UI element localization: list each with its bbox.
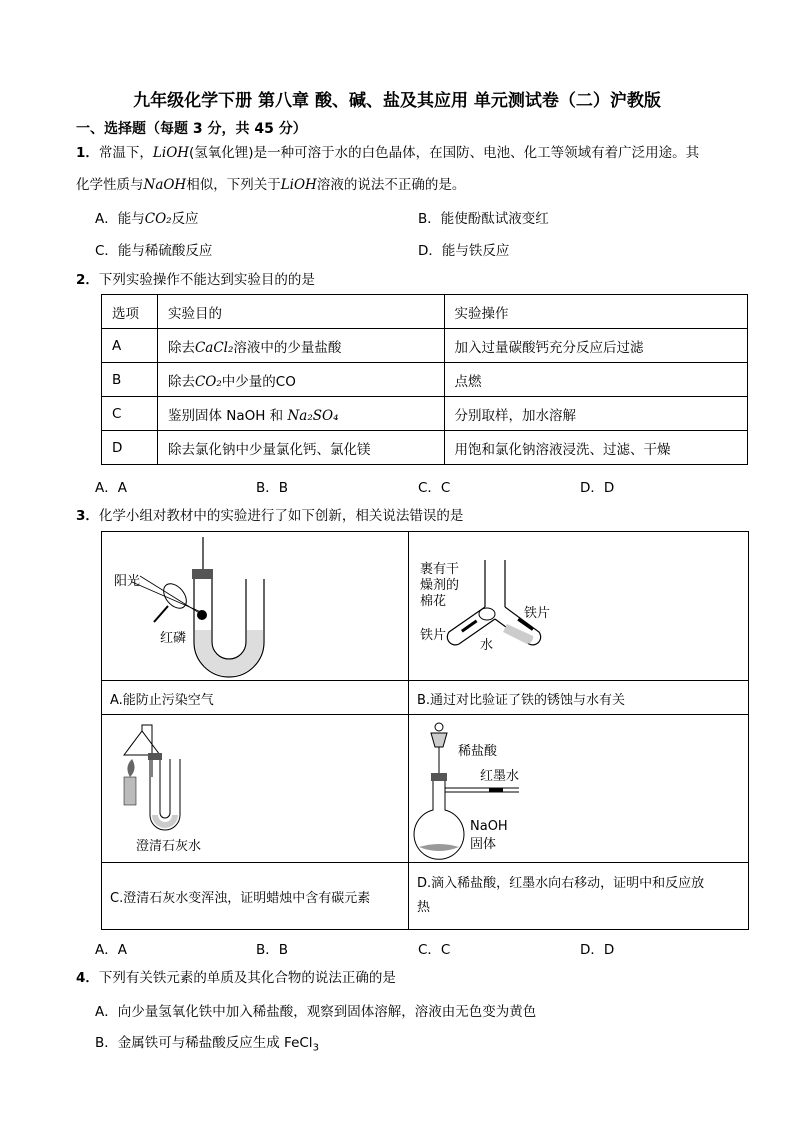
table-row bbox=[102, 329, 748, 363]
table-header: 实验操作 bbox=[444, 295, 747, 329]
figure-d-flask bbox=[409, 715, 748, 862]
table-cell-goal bbox=[157, 363, 444, 397]
q4-option-b[interactable] bbox=[95, 1031, 319, 1054]
label-cotton-line2: 燥剂的 bbox=[420, 578, 460, 593]
q2-answer-c[interactable]: C．C bbox=[418, 480, 451, 496]
q3-answer-a[interactable]: A．A bbox=[95, 942, 127, 958]
table-header: 选项 bbox=[102, 295, 158, 329]
label-iron-left: 铁片 bbox=[420, 628, 447, 643]
q2-answer-d[interactable]: D．D bbox=[580, 480, 615, 496]
q2-text: 下列实验操作不能达到实验目的的是 bbox=[98, 272, 315, 288]
goal-text: 除去 bbox=[167, 373, 195, 390]
q1-option-a[interactable] bbox=[95, 207, 199, 227]
q2-answer-a[interactable]: A．A bbox=[95, 480, 127, 496]
goal-text: 溶液中的少量盐酸 bbox=[233, 339, 342, 356]
q4-text: 下列有关铁元素的单质及其化合物的说法正确的是 bbox=[98, 970, 396, 986]
q1-text-a: 常温下， bbox=[98, 145, 153, 161]
q3-text: 化学小组对教材中的实验进行了如下创新，相关说法错误的是 bbox=[98, 508, 464, 524]
table-cell-goal bbox=[157, 329, 444, 363]
figure-b-iron-rust bbox=[409, 532, 748, 680]
q1-option-c[interactable]: C．能与稀硫酸反应 bbox=[95, 243, 213, 259]
q4-option-a[interactable]: A．向少量氢氧化铁中加入稀盐酸，观察到固体溶解，溶液由无色变为黄色 bbox=[95, 1004, 537, 1020]
q3-stem bbox=[76, 506, 463, 526]
label-iron-right: 铁片 bbox=[524, 606, 551, 621]
table-header: 实验目的 bbox=[157, 295, 444, 329]
table-cell-goal: 除去氯化钠中少量氯化钙、氯化镁 bbox=[157, 431, 444, 465]
section-heading: 一、选择题（每题 3 分，共 45 分） bbox=[76, 121, 307, 137]
q2-table bbox=[101, 294, 748, 465]
label-cotton-line1: 裹有干 bbox=[420, 562, 460, 577]
q1-naoh: NaOH bbox=[143, 177, 187, 193]
q3-answer-c[interactable]: C．C bbox=[418, 942, 451, 958]
label-sunlight: 阳光 bbox=[114, 574, 141, 589]
table-row bbox=[102, 363, 748, 397]
goal-chem: CaCl₂ bbox=[194, 339, 234, 356]
table-row bbox=[102, 397, 748, 431]
label-red-ink: 红墨水 bbox=[480, 769, 520, 784]
label-cotton bbox=[420, 562, 459, 610]
label-dilute-hcl: 稀盐酸 bbox=[458, 744, 498, 759]
q1-lioh-2: LiOH bbox=[280, 177, 317, 193]
q3-answer-d[interactable]: D．D bbox=[580, 942, 615, 958]
goal-text: 除去 bbox=[167, 339, 195, 356]
table-cell-option: D bbox=[102, 431, 158, 465]
table-cell-operation: 分别取样，加水溶解 bbox=[444, 397, 747, 431]
table-cell-goal bbox=[157, 397, 444, 431]
q1-option-a-chem: CO₂ bbox=[144, 211, 172, 227]
q1-line1 bbox=[76, 143, 699, 163]
goal-text: 中少量的CO bbox=[221, 373, 296, 390]
divider bbox=[102, 680, 748, 681]
q1-text-e: 溶液的说法不正确的是。 bbox=[316, 177, 466, 193]
goal-chem: CO₂ bbox=[194, 373, 222, 390]
goal-text: 鉴别固体 NaOH 和 bbox=[167, 407, 284, 424]
label-solid: 固体 bbox=[470, 837, 497, 852]
q4-option-b-subscript: 3 bbox=[312, 1042, 319, 1054]
table-row bbox=[102, 431, 748, 465]
q1-number: 1． bbox=[76, 145, 99, 161]
caption-d-line2: 热 bbox=[417, 900, 431, 915]
table-cell-option: B bbox=[102, 363, 158, 397]
q1-text-c: 化学性质与 bbox=[76, 177, 144, 193]
label-naoh-solid bbox=[470, 818, 508, 854]
q3-answer-b[interactable]: B．B bbox=[256, 942, 289, 958]
caption-b: B.通过对比验证了铁的锈蚀与水有关 bbox=[417, 693, 626, 708]
label-limewater: 澄清石灰水 bbox=[136, 839, 202, 854]
q1-option-a-text: A．能与 bbox=[95, 211, 145, 227]
label-red-phosphorus: 红磷 bbox=[160, 631, 187, 646]
caption-d-line1: D.滴入稀盐酸，红墨水向右移动，证明中和反应放 bbox=[417, 876, 705, 891]
q3-figure-table bbox=[101, 531, 749, 930]
table-cell-option: C bbox=[102, 397, 158, 431]
q4-number: 4． bbox=[76, 970, 99, 986]
q1-option-d[interactable]: D．能与铁反应 bbox=[418, 243, 510, 259]
q1-text-b: (氢氧化锂)是一种可溶于水的白色晶体，在国防、电池、化工等领域有着广泛用途。其 bbox=[189, 145, 700, 161]
q2-answer-b[interactable]: B．B bbox=[256, 480, 289, 496]
table-cell-operation: 用饱和氯化钠溶液浸洗、过滤、干燥 bbox=[444, 431, 747, 465]
q1-lioh: LiOH bbox=[152, 145, 190, 161]
q3-number: 3． bbox=[76, 508, 99, 524]
q1-line2 bbox=[76, 175, 465, 195]
goal-chem: Na₂SO₄ bbox=[287, 407, 339, 424]
q4-option-b-text: B．金属铁可与稀盐酸反应生成 FeCl bbox=[95, 1035, 313, 1051]
table-header-row bbox=[102, 295, 748, 329]
caption-c: C.澄清石灰水变浑浊，证明蜡烛中含有碳元素 bbox=[110, 891, 371, 906]
page-title: 九年级化学下册 第八章 酸、碱、盐及其应用 单元测试卷（二）沪教版 bbox=[133, 91, 661, 111]
q2-stem bbox=[76, 270, 315, 290]
table-cell-operation: 点燃 bbox=[444, 363, 747, 397]
q1-text-d: 相似，下列关于 bbox=[186, 177, 281, 193]
caption-a: A.能防止污染空气 bbox=[110, 693, 214, 708]
divider bbox=[102, 862, 748, 863]
table-cell-option: A bbox=[102, 329, 158, 363]
table-cell-operation: 加入过量碳酸钙充分反应后过滤 bbox=[444, 329, 747, 363]
q1-option-a-text2: 反应 bbox=[171, 211, 199, 227]
q1-option-b[interactable]: B．能使酚酞试液变红 bbox=[418, 211, 549, 227]
label-naoh: NaOH bbox=[470, 819, 508, 834]
caption-d bbox=[417, 872, 704, 920]
q4-stem bbox=[76, 968, 396, 988]
q2-number: 2． bbox=[76, 272, 99, 288]
figure-a-u-tube-phosphorus bbox=[102, 532, 408, 680]
label-water: 水 bbox=[480, 638, 494, 653]
label-cotton-line3: 棉花 bbox=[420, 594, 447, 609]
